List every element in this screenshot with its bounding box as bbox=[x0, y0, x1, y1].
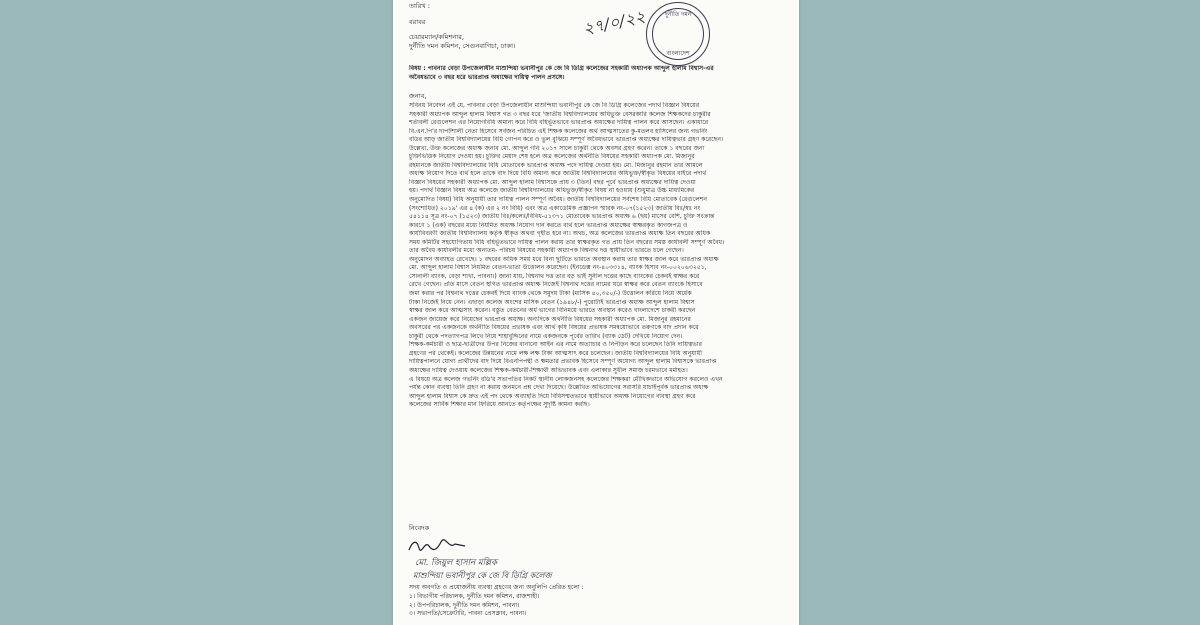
body-line: স্বাক্ষর জাল করে আত্মসাৎ করেন। বস্তুত বেতনের অর্ধ ভাগের বিনিময়ে ভারতে অবস্থান করেও বাংলাদেশে চাকরী করছেন bbox=[409, 307, 696, 315]
body-line: চুক্তিভিত্তিক নিয়োগ দেওয়া হয়। চুক্তির মেয়াদ শেষ হলে অত্র কলেজের অর্থনীতি বিষয়ের সহকারী অধ্যাপক মো. মিজানুর bbox=[409, 153, 695, 161]
seal-top-text: দুর্নীতি দমন bbox=[664, 11, 692, 18]
body-line: চাকুরী থেকে পদত্যাগপত্র লিখে নিয়ে শাহাবুদ্দিনের নামে একজনকে পূর্বের তারিখ (ব্যাক ডেট) দেখিয়ে নিয়োগ দেন। bbox=[409, 332, 683, 340]
body-line: বিজ্ঞান বিষয়ের সহকারী অধ্যাপক মো. আব্দুল হালাম বিশ্বাসকে প্রায় ৩ (তিন) বছর পূর্বে ভারপ্রাপ্ত অধ্যক্ষের দায়িত্ব দেওয়া bbox=[409, 178, 696, 186]
letter-page bbox=[393, 0, 799, 625]
body-line: তার অবৈধ কার্যাবলীর মধ্যে অন্যতম- পরিচয় বিষয়ের সহকারী অধ্যাপক বিশ্বনাথ দত্ত স্থায়ীভাবে ভারতে চলে গেছেন। bbox=[409, 247, 684, 255]
body-line: দায়িত্বপালনে যোগ্য প্রার্থীদের বাদ দিয়ে বিএনপিপন্থী ও ক্ষমতার প্রভাবক হিসেবে সম্পূর্ণ অযোগ্য আব্দুল হালাম বিশ্বাসকে ভারপ্রাপ্ত bbox=[409, 358, 717, 366]
body-line: কার্যাবিবরণী জাতীয় বিশ্ববিদ্যালয় কর্তৃক স্বীকৃত অথবা গৃহীত হবে না। অথচ, অত্র কলেজের ভারপ্রাপ্ত অধ্যক্ষ তিন বছরের অধিক bbox=[409, 230, 711, 238]
signer-name: মো. জিয়ুল হাসান মল্লিক bbox=[415, 558, 498, 568]
body-line: অধ্যক্ষের দায়িত্ব দেওয়ায় কলেজের শিক্ষক-কর্মচারী-শিক্ষার্থী অভিভাবক এবং এলাকার সুধীল সমাজ চরমভাবে মর্মাহত। bbox=[409, 366, 688, 374]
body-line: টাকা নিজেই নিয়ে নেন। এছাড়া কলেজ অংশের মাসিক বেতন (১৯৪৮/-) পুরোটাই ভারপ্রাপ্ত অধ্যক্ষ আব্দুল হালাম বিশ্বাস bbox=[409, 298, 695, 306]
body-line: এ বিষয়ে অত্র কলেজ গভর্নিং বডি'র সভাপতির নিকট স্থানীয় লোকজনসহ কলেজের শিক্ষকরা মৌখিকভাবে অভিযোগ করলেও এখন bbox=[409, 375, 723, 383]
body-line: অনুমোদন অব্যাহত রেখেছে। ১ বছরের অধিক সময় ধরে বিনা ছুটিতে ভারতে অবস্থান করায় তার স্বাক্ষর জাল করে ভারপ্রাপ্ত অধ্যক্ষ bbox=[409, 255, 719, 263]
closing: নিবেদক bbox=[409, 524, 430, 532]
body-line: শর্তাবলী রেগুলেশন এর নিয়োগবিধি অমান্য করে বিধি বহির্ভূতভাবে ভারপ্রাপ্ত অধ্যক্ষের দায়িত্ব পালন করে আসছেন। একাধারে bbox=[409, 119, 709, 127]
body-line: (সংশোধিত) ২০১৯' এর ৪ (ক) এর ২ নং বিধি) এবং অত্র একাডেমিক প্রজ্ঞাপন স্মারক নং-০৭(১৫২৩) জাতীয় বিঃ/স্বঃ নং bbox=[409, 204, 701, 212]
salutation: জনাব, bbox=[409, 92, 427, 100]
body-line: ৫৪১১৪ সূত্র নং-০৭ (১৫২৩) জাতীয় বিঃ/কলেঃ/বিবিধ-৫১৩৭১ মোতাবেক ভারপ্রাপ্ত অধ্যক্ষ ৬ (ছয়) মাসের বেশি, চুক্তি সংক্রান্ত bbox=[409, 213, 715, 221]
body-line: সময় কমিটির সহযোগিতায় বিধি বহির্ভূতভাবে দায়িত্ব পালন করায় তার স্বাক্ষরকৃত গত প্রায় তিন বছরের সমস্ত কার্যাবলী সম্পূর্ণ অবৈধ। bbox=[409, 238, 725, 246]
signer-institution: মাশুন্দিয়া ভবানীপুর কে জে বি ডিগ্রি কলেজ bbox=[413, 571, 552, 580]
body-line: মো. আব্দুল হালাম বিশ্বাস নিয়মিত বেতন-ভাতা উত্তোলন করেছেন। (ইনডেক্স নং-৪০৩৩১৪, ব্যাংক হিসাব নং-০০২০৬৩২৫১, bbox=[409, 264, 707, 272]
body-line: সবিনয় নিবেদন এই যে, পাবনার বেড়া উপজেলাধীন মাশুন্দিয়া ভবানীপুর কে জে বি ডিগ্রি কলেজের পদার্থ বিজ্ঞান বিষয়ের bbox=[409, 102, 700, 109]
body-line: বি.এন.পি'র দাপটশালী নেতা হিসেবে সর্বজন পরিচিত এই শিক্ষক কলেজের অর্থ আত্মসাতের কু-মতলব হাসিলের জন্য গভর্নিং bbox=[409, 127, 708, 135]
signature-mark bbox=[407, 536, 467, 554]
body-line: বডির আড় জাতীয় বিশ্ববিদ্যালয়ের বিধি গোপন করে ও ভুল বুঝিয়ে সম্পূর্ণ অবৈধভাবে ভারপ্রাপ্ত অধ্যক্ষের দায়িত্বভার গ্রহণ করেছেন। bbox=[409, 136, 724, 144]
letter-body bbox=[409, 102, 785, 410]
recipient-to: বরাবর bbox=[409, 18, 426, 26]
body-line: অনুমোদিত বিষয়) বিধি অনুযায়ী তার দায়িত্ব পালন সম্পূর্ণ অবৈধ। জাতীয় বিশ্ববিদ্যালয়ের সর্বশেষ বিধি মোতাবেক (রেগুলেশন bbox=[409, 196, 708, 204]
body-line: পর্যন্ত কোন ব্যবস্থা তিনি গ্রহণ না করায় জনমনে প্রশ্ন দেখা দিয়েছে। উল্লেখিত অভিযোগের সরাসরি যাচাইপূর্বক ভারপ্রাপ্ত অধ্যক্ষ bbox=[409, 384, 709, 392]
body-line: রহমানকে জাতীয় বিশ্ববিদ্যালয়ের বিধি মোতাবেক ভারপ্রাপ্ত অধ্যক্ষ পদে দায়িত্ব দেওয়া হয়। মো. মিজানুর রহমান তার আমলে bbox=[409, 161, 703, 169]
body-line: শিক্ষক-কর্মচারী ও ছাত্র-ছাত্রীদের উপর নিজের বানানো আইন এর নামে অত্যাচার ও নিপীড়ন করে চলেছেন তিনি দায়িত্বভার bbox=[409, 341, 702, 349]
body-line: অধ্যক্ষ নিয়োগ দিতে ব্যর্থ হলে তাকে বাদ দিয়ে বিধি অমান্য করে জাতীয় বিশ্ববিদ্যালয়ের অধিভুক্ত/স্বীকৃত বিষয়ের বাইরে পদার্থ bbox=[409, 170, 707, 178]
body-line: কারণে ১ (এক) বছরের মধ্যে নিয়মিত অধ্যক্ষ নিয়োগ দান করতে ব্যর্থ হলে ভারপ্রাপ্ত অধ্যক্ষের স্বাক্ষরকৃত কাগজপত্র ও bbox=[409, 221, 688, 229]
body-line: সোনালী ব্যাংক, বেড়া শাখা, পাবনা।) জানা যায়, বিশ্বনাথ দত্ত তার বড় ভাই সুনীল দত্তের কাছে ব্যাংকের চেকবই স্বাক্ষর করে bbox=[409, 272, 700, 280]
copy-recipient: ৩। সভাপতি/সেক্রেটারি, পাবনা প্রেসক্লাব, পাবনা। bbox=[409, 610, 527, 618]
subject-line-2: অবৈধভাবে ৩ বছর ধরে ভারপ্রাপ্ত অধ্যক্ষের দায়িত্ব পালন প্রসঙ্গে। bbox=[409, 74, 565, 81]
copy-list bbox=[409, 593, 539, 619]
date-label: তারিখ : bbox=[409, 2, 431, 10]
body-line: আব্দুল হালাম বিশ্বাস কে দ্রুত এই পদ থেকে অব্যাহতি দিয়ে বিধিসম্মতভাবে স্থায়ীভাবে অধ্যক্ষ নিয়োগের ব্যবস্থা গ্রহণ করে bbox=[409, 392, 696, 400]
body-line: রেখে গেছেন। প্রতি মাসে বেতন স্থগিত ভারপ্রাপ্ত অধ্যক্ষ নিজেই বিশ্বনাথ দত্তের নামের ঘরে স্বাক্ষর করে বেতন ব্যাংকে হিসাবে bbox=[409, 281, 703, 289]
seal-bottom-text: বাংলাদেশ bbox=[666, 50, 690, 57]
copy-heading: সদয় অবগতি ও প্রয়োজনীয় ব্যবস্থা গ্রহণের জন্য অনুলিপি প্রেরিত হলো : bbox=[409, 584, 584, 591]
body-line: গ্রহণের পর থেকেই। কলেজের উন্নয়নের নামে লক্ষ লক্ষ টাকা আত্মসাৎ করে চলেছেন। জাতীয় বিশ্ববিদ্যালয়ের বিধি অনুযায়ী bbox=[409, 349, 703, 357]
recipient-title: চেয়ারম্যান/কমিশনার, bbox=[409, 33, 464, 41]
body-line: উল্লেখ্য, উক্ত কলেজের অধ্যক্ষ জনাব মো. আব্দুল গনি ২০১৭ সালে চাকুরী থেকে অবসর গ্রহণ করেন। তাকে ১ বছরের জন্য bbox=[409, 144, 705, 152]
body-line: জমা করার পর বিশ্বনাথ দত্তের চেকবই দিয়ে ব্যাংক থেকে সমুদয় টাকা (মাসিক ৪০,৩৫০/-) উত্তোলন করিয়ে নিয়ে অর্ধেক bbox=[409, 290, 692, 298]
copy-recipient: ১। বিভাগীয় পরিচালক, দুর্নীতি দমন কমিশন, রাজশাহী। bbox=[409, 593, 540, 600]
handwritten-date: ২৭/০/২২ bbox=[581, 6, 647, 39]
body-line: অবসরের পর একজনকে অর্থনীতি বিষয়ের প্রভাষক এবং আর্থ কৃষি বিষয়ের প্রভাষক সমন্বয়োভাবে তরুণকে বাদ প্রদান করে bbox=[409, 324, 699, 332]
subject-line-1: বিষয় : পাবনার বেড়া উপজেলাধীন মাশুন্দিয়া ভবানীপুর কে জে বি ডিগ্রি কলেজের সহকারী অধ্যাপক আব্দুল হালাম বিশ্বাস-এর bbox=[409, 65, 714, 72]
body-line: হয়। পদার্থ বিজ্ঞান বিষয় অত্র কলেজে জাতীয় বিশ্ববিদ্যালয়ের অধিভুক্ত/স্বীকৃত বিষয় না হওয়ায় (শুধুমাত্র উচ্চ মাধ্যমিকের bbox=[409, 187, 695, 195]
body-line: সহকারী অধ্যাপক আব্দুল হালাম বিশ্বাস গত ৩ বছর ধরে 'জাতীয় বিশ্ববিদ্যালয়ের অধিভুক্ত বেসরকারি কলেজ শিক্ষকদের চাকুরীর bbox=[409, 110, 711, 118]
body-line: কলেজের সার্বিক শিক্ষার মান ফিরিয়ে আনতে কর্তৃপক্ষের সুদৃষ্টি কামনা করছি। bbox=[409, 401, 590, 409]
copy-recipient: ২। উপপরিচালক, দুর্নীতি দমন কমিশন, পাবনা। bbox=[409, 601, 520, 609]
recipient-address: দুর্নীতি দমন কমিশন, সেগুনবাগিচা, ঢাকা। bbox=[409, 42, 516, 50]
body-line: একজন জায়েজ করে নিয়েছেন ভারপ্রাপ্ত অধ্যক্ষ। অন্যদিকে অর্থনীতি বিষয়ের সহকারী অধ্যাপক মো. মিজানুর রহমানের bbox=[409, 315, 691, 323]
official-seal bbox=[646, 2, 710, 66]
